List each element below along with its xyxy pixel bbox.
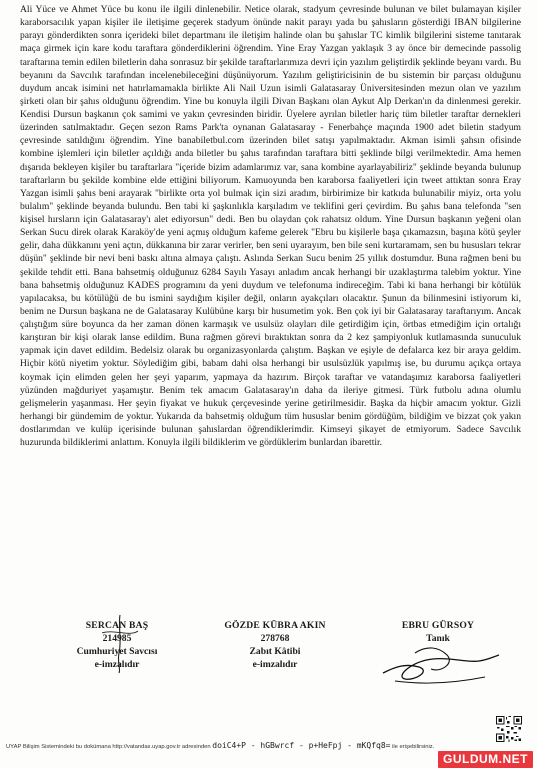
signature-prosecutor [62,619,172,671]
signatory-title: Cumhuriyet Savcısı [76,646,158,657]
footer-text: UYAP Bilişim Sistemindeki bu dokümana http://vatandas.uyap.gov.tr adresinden [6,744,211,750]
signatory-note: e-imzalıdır [252,659,298,670]
footer-text-end: ile erişebilirsiniz. [392,744,435,750]
uyap-footer [6,741,476,750]
signatory-number: 214985 [102,633,132,644]
signatory-name: EBRU GÜRSOY [401,620,475,631]
verification-code: doiC4+P - hGBwrcf - p+HeFpj - mKQfq8= [212,741,391,750]
signatory-title: Zabıt Kâtibi [249,646,301,657]
signatory-title: Tanık [426,633,450,644]
qr-code-icon [496,716,522,742]
signatory-number: 278768 [260,633,290,644]
signature-witness [383,619,493,645]
site-watermark: GULDUM.NET [438,751,533,768]
statement-text: Ali Yüce ve Ahmet Yüce bu konu ile ilgili dinlenebilir. Netice olarak, stadyum çevresinde bulunan ve bilet bulamayan kişiler karaborsacılık yapan kişiler ile iletişime geçerek stadyum önünde nakit parayı yada bu şahısların gösterdiği IBAN bilgilerine parayı gönderdikten sonra içerideki bilet departmanı ile iletişim halinde olan bu şahıslar TC kimlik bilgilerini sisteme tanıtarak maça girmek için kare kodu taraftara gönderdiklerini öğrendim. Yine Eray Yazgan yaklaşık 3 ay önce bir demecinde passolig taraftarına temin edilen biletlerin daha sonrasuz bir şekilde taraftarlarımıza devri için yazılım geliştirdik şeklinde beyanı vardı. Bu beyanını da Savcılık tarafından incelenebileceğini düşünüyorum. Yazılım geliştiricisinin de bu sistemin bir parçası olduğunu duydum ancak isimini net hatırlamamakla birlikte Ali Nail Uzun isimli Galatasaray Üniversitesinden mezun olan ve yazılım şirketi olan bir şahıs olduğunu öğrendim. Yine bu konuyla ilgili Divan Başkanı olan Aykut Alp Derkan'ın da dinlenmesi gerekir. Kendisi Dursun başkanın çok samimi ve yakın çevresinden biridir. Üyelere ayrılan biletler hariç tüm biletler taraftar dernekleri üzerinden satılmaktadır. Geçen sezon Rams Park'ta oynanan Galatasaray - Fenerbahçe maçında 1900 adet biletin stadyum çevresinde satıldığını öğrendim. Yine banabiletbul.com üzerinden bilet satışı yapılmaktadır. Akman isimli şahsın ofisinde kombine işlemleri için biletler açıldığı anda biletler bu şahıs tarafından taraftara bitti şeklinde bilgi verilmektedir. Ama hemen dışarıda bekleyen kişiler bu taraftarlara "içeride bizim adamlarımız var, sana kombine ayarlayabiliriz" şeklinde beyanda bulunup taraftarların bu şekilde kombine elde ettiğini biliyorum. Kamuoyunda ben karaborsa faaliyetleri için tweet attıktan sonra Eray Yazgan isimli şahıs beni arayarak "birlikte orta yol bulmak için sizi aradım, birbirimize bir katkıda bulunabilir miyiz, orta yolu bulalım" şeklinde beyanda bulundu. Ben tabi ki şaşkınlıkla karşıladım ve teklifini geri çevirdim. Bu şahıs bana telefonda "sen kişisel hırsların için Galatasaray'ı alet ediyorsun" dedi. Ben bu olaydan çok rahatsız oldum. Yine Dursun başkanın yeğeni olan Serkan Sucu direk olarak Karaköy'de yeni açmış olduğum kafeme gelerek "Ebru bu kişilerle başa çıkamazsın, başına kötü şeyler gelir, daha dükkanını yeni açtın, dükkanına bir zarar verirler, ben seni uyarayım, ben bile seni kurtaramam, sen bu hususları tekrar düşün" şeklinde bir nevi beni baskı altına almaya çalıştı. Aslında Serkan Sucu benim 25 yıllık dostumdur. Buna rağmen beni bu şekilde tehdit etti. Bana bahsetmiş olduğunuz 6284 Sayılı Yasayı anladım ancak herhangi bir uzaklaştırma talebim yoktur. Yine bana bahsetmiş olduğunuz KADES programını da yeni duydum ve telefonuma indireceğim. Tabi ki bana herhangi bir kötülük yapılacaksa, bu kötülüğü de bu ismini saydığım kişiler değil, onların ayakçıları olacaktır. Şunun da bilinmesini istiyorum ki, benim ne Dursun başkana ne de Galatasaray Kulübüne karşı bir husumetim yok. Ben çok iyi bir Galatasaray taraftarıyım. Ancak çalıştığım süre boyunca da her zaman dönen karmaşık ve usulsüz olayları dile getirdiğim için, örtbas etmediğim için ortalığı karıştıran bir kişi olarak lanse edildim. Buna rağmen görevi bıraktıktan sonra da 2 kez şampiyonluk kutlamasında sunuculuk yapmak için davet edildim. Bedelsiz olarak bu organizasyonlarda çalıştım. Başkan ve eşiyle de defalarca kez bir araya geldim. Hiçbir kötü niyetim yoktur. Söylediğim gibi, babam dahi olsa herhangi bir usulsüzlük yapılmış ise, bu durumu açıkça ortaya koymak için elimden gelen her şeyi yaparım, yapmaya da hazırım. Birçok taraftar ve vatandaşımız karaborsa faaliyetleri yüzünden mağduriyet yaşamıştır. Benim tek amacım Galatasaray'ın daha da ileriye gitmesi. Türk futbolu adına olumlu gelişmelerin yaşanması. Her şeyin fiyakat ve hukuk çerçevesinde yerine getirilmesidir. Başka da hiçbir amacım yoktur. Gizli herhangi bir gündemim de yoktur. Yukarıda da bahsetmiş olduğum tüm hususlar benim gördüğüm, bildiğim ve bizzat çok yakın dostlarımdan ve kulüp içerisinde bulunan şahıslardan öğrendiklerimdir. Kimseyi şikayet de etmiyorum. Sadece Savcılık huzurunda bildiklerimi anlattım. Konuyla ilgili bildiklerim ve gördüklerim bunlardan ibarettir. [20,4,521,449]
signatory-name: SERCAN BAŞ [85,620,149,631]
signatory-note: e-imzalıdır [94,659,140,670]
signature-block [0,619,537,679]
signatory-name: GÖZDE KÜBRA AKIN [224,620,326,631]
signature-clerk [205,619,345,671]
